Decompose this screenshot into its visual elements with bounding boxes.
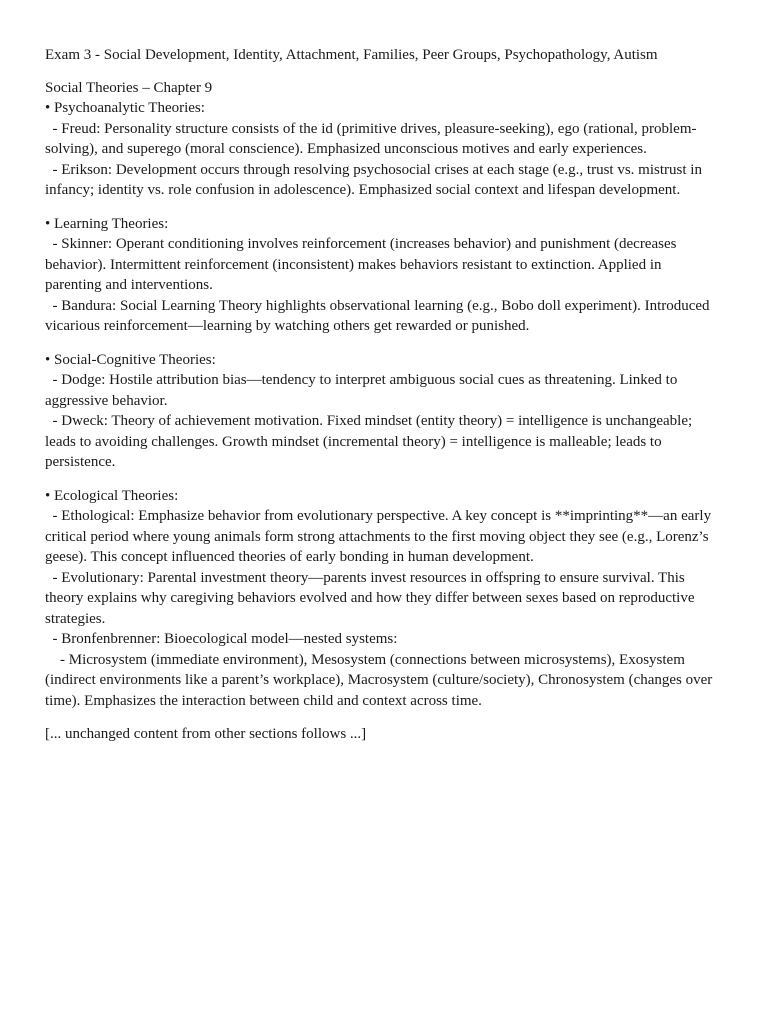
group-heading-ecological: • Ecological Theories: xyxy=(45,487,179,504)
group-heading-learning: • Learning Theories: xyxy=(45,215,169,232)
item-dweck: - Dweck: Theory of achievement motivation. Fixed mindset (entity theory) = intelligence is unchangeable; leads to avoiding challenges. Growth mindset (incremental theory) = intelligence is malleable; leads to persistence. xyxy=(45,413,696,470)
section-psychoanalytic xyxy=(45,78,720,201)
item-evolutionary: - Evolutionary: Parental investment theory—parents invest resources in offspring to ensure survival. This theory explains why caregiving behaviors evolved and how they differ between sexes based on reproductive strategies. xyxy=(45,569,699,627)
item-bronfenbrenner-systems: - Microsystem (immediate environment), Mesosystem (connections between microsystems), Exosystem (indirect environments like a parent’s workplace), Macrosystem (culture/society), Chronosystem (changes over time). Emphasizes the interaction between child and context across time. xyxy=(45,651,717,709)
section-learning xyxy=(45,214,720,337)
item-freud: - Freud: Personality structure consists of the id (primitive drives, pleasure-seeking), ego (rational, problem-solving), and superego (moral conscience). Emphasized unconscious motives and early experiences. xyxy=(45,120,697,157)
item-ethological: - Ethological: Emphasize behavior from evolutionary perspective. A key concept is **imprinting**—an early critical period where young animals form strong attachments to the first moving object they see (e.g., Lorenz’s geese). This concept influenced theories of early bonding in human development. xyxy=(45,508,715,565)
item-dodge: - Dodge: Hostile attribution bias—tendency to interpret ambiguous social cues as threatening. Linked to aggressive behavior. xyxy=(45,372,682,409)
continuation-note: [... unchanged content from other sections follows ...] xyxy=(45,726,367,742)
document-title: Exam 3 - Social Development, Identity, Attachment, Families, Peer Groups, Psychopathology, Autism xyxy=(45,47,658,63)
group-heading-social-cognitive: • Social-Cognitive Theories: xyxy=(45,351,216,368)
group-heading-psychoanalytic: • Psychoanalytic Theories: xyxy=(45,100,205,116)
item-erikson: - Erikson: Development occurs through resolving psychosocial crises at each stage (e.g., trust vs. mistrust in infancy; identity vs. role confusion in adolescence). Emphasized social context and lifespan development. xyxy=(45,161,706,198)
section-title: Social Theories – Chapter 9 xyxy=(45,79,213,96)
item-bronfenbrenner: - Bronfenbrenner: Bioecological model—nested systems: xyxy=(45,631,398,647)
item-skinner: - Skinner: Operant conditioning involves reinforcement (increases behavior) and punishment (decreases behavior). Intermittent reinforcement (inconsistent) makes behaviors resistant to extinction. Applied in parenting and interventions. xyxy=(45,236,681,293)
section-social-cognitive xyxy=(45,350,720,473)
item-bandura: - Bandura: Social Learning Theory highlights observational learning (e.g., Bobo doll experiment). Introduced vicarious reinforcement—learning by watching others get rewarded or punished. xyxy=(45,297,714,334)
section-ecological xyxy=(45,486,720,712)
